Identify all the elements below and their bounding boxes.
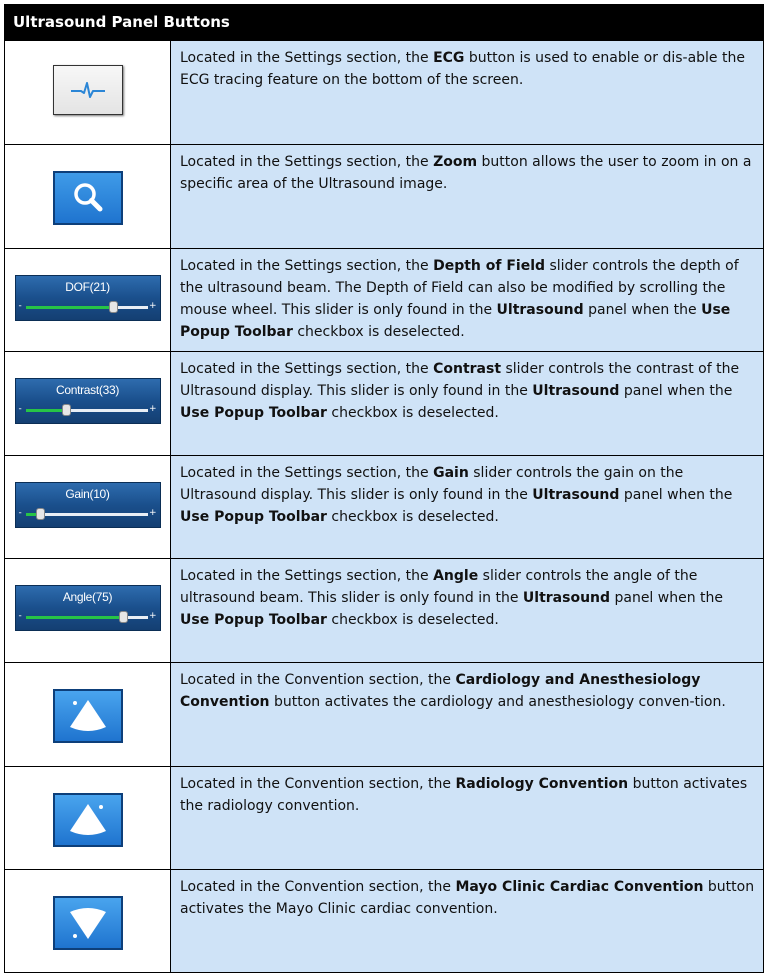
table-row: [5, 766, 763, 869]
text-run: Located in the Settings section, the: [180, 258, 434, 274]
slider-track: [26, 513, 148, 516]
text-run: Located in the Convention section, the: [180, 672, 456, 688]
text-run: Located in the Settings section, the: [180, 50, 434, 66]
plus-icon: +: [148, 508, 157, 518]
minus-icon: -: [18, 301, 22, 311]
text-run: Located in the Convention section, the: [180, 776, 456, 792]
slider-label: Angle(75): [62, 590, 113, 604]
plus-icon: +: [148, 404, 157, 414]
row-description: [171, 767, 763, 869]
text-run: slider controls the angle of the ultrasound beam. This slider is only found in the: [180, 568, 698, 606]
bold-term: Ultrasound: [522, 590, 611, 606]
minus-icon: -: [18, 611, 22, 621]
row-description: [171, 456, 763, 558]
table-row: [5, 662, 763, 766]
plus-icon: +: [148, 301, 157, 311]
bold-term: Ultrasound: [532, 383, 620, 399]
panel-buttons-table: [4, 4, 764, 973]
bold-term: Ultrasound: [532, 487, 620, 503]
slider-thumb[interactable]: [36, 508, 45, 520]
bold-term: Use Popup Toolbar: [180, 612, 327, 628]
table-row: [5, 869, 763, 972]
slider-label: DOF(21): [65, 280, 110, 294]
minus-icon: -: [18, 404, 22, 414]
row-description: [171, 41, 763, 144]
text-run: Located in the Convention section, the: [180, 879, 456, 895]
bold-term: Ultrasound: [496, 302, 584, 318]
text-run: button activates the Mayo Clinic cardiac convention.: [180, 879, 755, 917]
row-description: [171, 559, 763, 662]
contrast-slider[interactable]: [15, 378, 161, 424]
cardiology-convention-button[interactable]: [53, 689, 123, 743]
row-description: [171, 870, 763, 972]
text-run: panel when the: [619, 383, 733, 399]
slider-track: [26, 409, 148, 412]
bold-term: Use Popup Toolbar: [180, 302, 731, 340]
text-run: Located in the Settings section, the: [180, 154, 434, 170]
slider-thumb[interactable]: [109, 301, 118, 313]
slider-track: [26, 306, 148, 309]
bold-term: Angle: [433, 568, 479, 584]
text-run: button is used to enable or dis-able the ECG tracing feature on the bottom of the screen.: [180, 50, 745, 88]
table-row: [5, 248, 763, 351]
minus-icon: -: [18, 508, 22, 518]
bold-term: Mayo Clinic Cardiac Convention: [455, 879, 704, 895]
text-run: Located in the Settings section, the: [180, 361, 434, 377]
row-description: [171, 145, 763, 248]
text-run: button activates the radiology convention.: [180, 776, 748, 814]
text-run: checkbox is deselected.: [326, 405, 499, 421]
text-run: button allows the user to zoom in on a specific area of the Ultrasound image.: [180, 154, 752, 192]
depth-of-field-slider[interactable]: [15, 275, 161, 321]
row-description: [171, 663, 763, 766]
text-run: slider controls the contrast of the Ultrasound display. This slider is only found in the: [180, 361, 740, 399]
table-row: [5, 558, 763, 662]
bold-term: Use Popup Toolbar: [180, 509, 327, 525]
bold-term: Use Popup Toolbar: [180, 405, 327, 421]
bold-term: Zoom: [433, 154, 478, 170]
bold-term: Radiology Convention: [455, 776, 629, 792]
table-row: [5, 40, 763, 144]
row-description: [171, 352, 763, 455]
sector-up-icon: [66, 801, 110, 839]
slider-track: [26, 616, 148, 619]
slider-thumb[interactable]: [119, 611, 128, 623]
gain-slider[interactable]: [15, 482, 161, 528]
zoom-button[interactable]: [53, 171, 123, 225]
bold-term: ECG: [433, 50, 465, 66]
plus-icon: +: [148, 611, 157, 621]
text-run: checkbox is deselected.: [326, 612, 499, 628]
sector-up-icon: [66, 697, 110, 735]
ecg-button[interactable]: [53, 65, 123, 115]
table-header: Ultrasound Panel Buttons: [5, 5, 763, 40]
text-run: slider controls the gain on the Ultrasound display. This slider is only found in the: [180, 465, 684, 503]
sector-down-icon: [66, 904, 110, 942]
slider-thumb[interactable]: [62, 404, 71, 416]
text-run: Located in the Settings section, the: [180, 465, 434, 481]
table-row: [5, 455, 763, 558]
table-row: [5, 351, 763, 455]
mayo-convention-button[interactable]: [53, 896, 123, 950]
text-run: button activates the cardiology and anesthesiology conven-tion.: [269, 694, 726, 710]
magnifier-icon: [71, 181, 105, 215]
text-run: checkbox is deselected.: [292, 324, 465, 340]
table-row: [5, 144, 763, 248]
text-run: panel when the: [610, 590, 724, 606]
slider-label: Gain(10): [65, 487, 110, 501]
bold-term: Depth of Field: [433, 258, 546, 274]
bold-term: Cardiology and Anesthesiology Convention: [180, 672, 701, 710]
slider-label: Contrast(33): [55, 383, 120, 397]
ecg-waveform-icon: [70, 80, 106, 100]
text-run: panel when the: [619, 487, 733, 503]
text-run: panel when the: [583, 302, 702, 318]
angle-slider[interactable]: [15, 585, 161, 631]
bold-term: Gain: [433, 465, 469, 481]
row-description: [171, 249, 763, 351]
bold-term: Contrast: [433, 361, 502, 377]
text-run: slider controls the depth of the ultrasound beam. The Depth of Field can also be modified by scrolling the mouse wheel. This slider is only found in the: [180, 258, 739, 318]
text-run: Located in the Settings section, the: [180, 568, 434, 584]
radiology-convention-button[interactable]: [53, 793, 123, 847]
text-run: checkbox is deselected.: [326, 509, 499, 525]
